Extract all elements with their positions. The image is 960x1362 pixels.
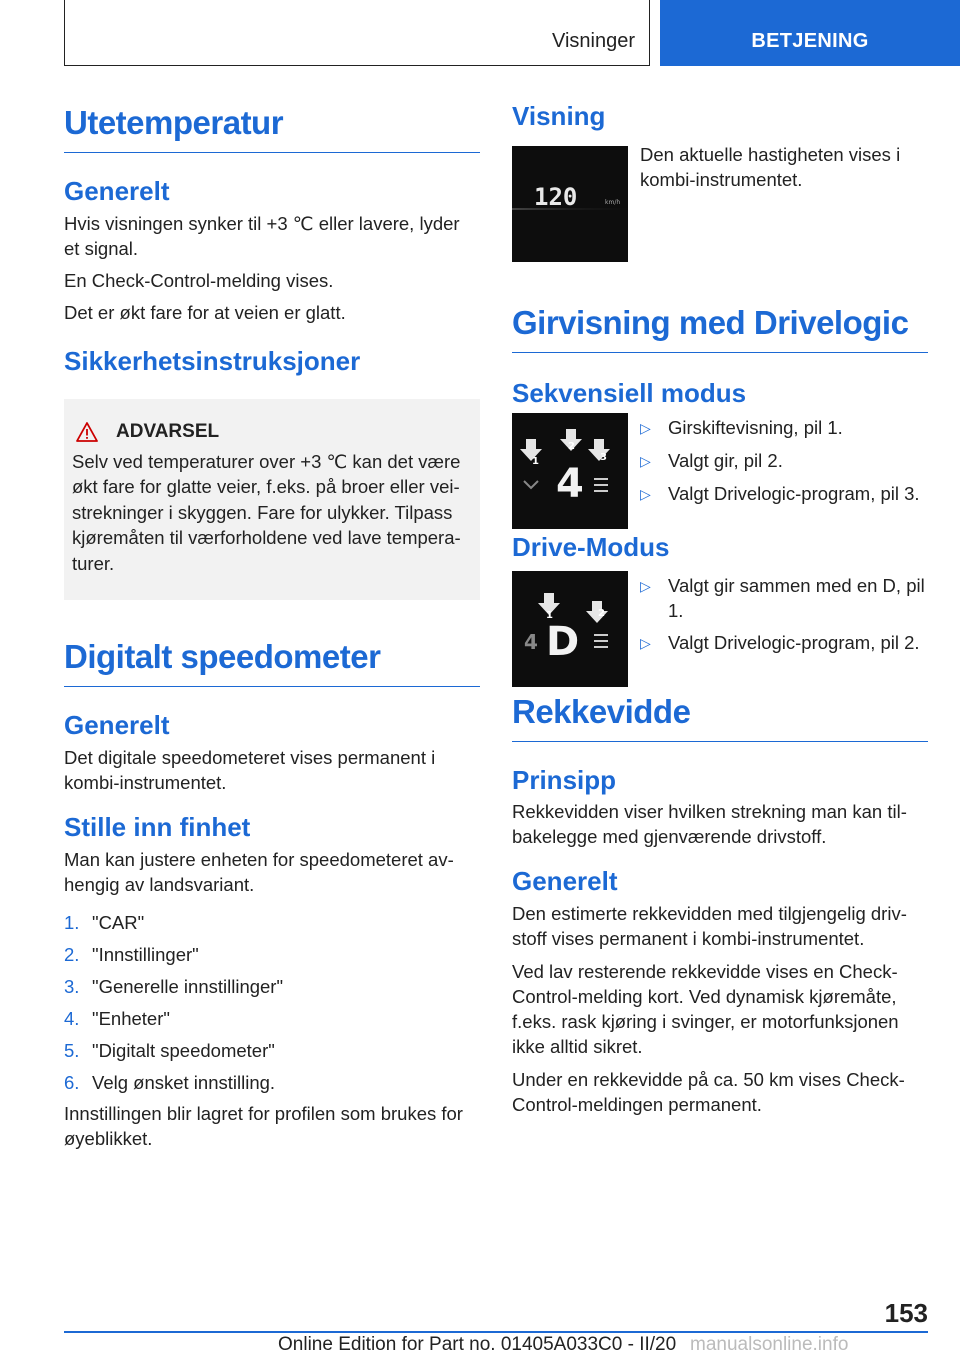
utetemp-generelt-heading: Generelt	[64, 175, 170, 206]
warning-title	[72, 421, 472, 443]
speedo-generelt-heading: Generelt	[64, 710, 170, 741]
visning-text: Den aktuelle hastigheten vises i kombi-instrumentet.	[640, 143, 901, 190]
list-item: 4. "Enheter"	[64, 1007, 170, 1029]
speed-unit: km/h	[605, 198, 621, 206]
triangle-bullet-icon: ▷	[640, 485, 651, 502]
rekkevidde-paragraph-4: Under en rekkevidde på ca. 50 km vises Check-Control-meldingen permanent.	[512, 1069, 905, 1116]
warning-text: Selv ved temperaturer over +3 ℃ kan det være økt fare for glatte veier, f.eks. på broer eller veistrekninger i skyggen. Fare for ulykker. Tilpass kjøremåten til værforholdene ved lave temperaturer.	[72, 450, 461, 574]
list-item: 1. "CAR"	[64, 911, 145, 933]
svg-text:2: 2	[598, 607, 605, 619]
header-section-title: Visninger	[551, 30, 635, 52]
unit-heading: Stille inn finhet	[64, 812, 251, 843]
header-section-box	[64, 0, 650, 66]
list-item: ▷ Valgt Drivelogic-program, pil 3.	[640, 481, 920, 507]
drive-mode-letter: D	[546, 618, 580, 665]
settings-steps-list	[64, 907, 480, 1099]
list-item: ▷ Girskiftevisning, pil 1.	[640, 415, 920, 441]
speedometer-graphic	[512, 146, 628, 262]
warning-triangle-icon	[76, 422, 98, 442]
header-chapter-box	[660, 0, 960, 66]
list-item: ▷ Valgt gir, pil 2.	[640, 448, 920, 474]
safety-heading: Sikkerhetsinstruksjoner	[64, 345, 361, 376]
rekkevidde-paragraph-1: Rekkevidden viser hvilken strekning man kan tilbakelegge med gjenværende drivstoff.	[512, 801, 907, 848]
right-column	[512, 100, 928, 1117]
speedometer-display-image	[512, 146, 628, 262]
sequential-gear-image	[512, 413, 628, 529]
rekkevidde-title: Rekkevidde	[512, 693, 928, 742]
visning-row	[512, 143, 928, 262]
list-item: 2. "Innstillinger"	[64, 943, 199, 965]
drive-gear-image	[512, 571, 628, 687]
speed-value: 120	[534, 182, 578, 211]
footer-edition: Online Edition for Part no. 01405A033C0 - II/20	[278, 1334, 677, 1355]
girvisning-title: Girvisning med Drivelogic	[512, 304, 928, 353]
triangle-bullet-icon: ▷	[640, 419, 651, 436]
header-chapter-title: BETJENING	[751, 30, 869, 52]
drive-row	[512, 571, 928, 687]
list-item: 6. Velg ønsket innstilling.	[64, 1071, 276, 1093]
rekkevidde-paragraph-3: Ved lav resterende rekkevidde vises en Check-Control-melding kort. Ved dynamisk kjøremåte, f.eks. rask kjøring i svinger, er motorfunksjonen ikke alltid sikret.	[512, 961, 899, 1058]
footer-watermark: manualsonline.info	[690, 1334, 849, 1355]
svg-text:1: 1	[532, 455, 539, 467]
list-item: 5. "Digitalt speedometer"	[64, 1039, 275, 1061]
sequential-row	[512, 413, 928, 529]
drive-mode-heading: Drive-Modus	[512, 531, 670, 562]
list-item: ▷ Valgt Drivelogic-program, pil 2.	[640, 630, 928, 656]
rekkevidde-paragraph-2: Den estimerte rekkevidden med tilgjengelig drivstoff vises permanent i kombi-instrumentet.	[512, 903, 907, 950]
sequential-list	[640, 415, 920, 529]
speedo-paragraph-2: Man kan justere enheten for speedometeret avhengig av landsvariant.	[64, 848, 454, 895]
speedo-paragraph-1: Det digitale speedometeret vises permanent i kombi-instrumentet.	[64, 747, 436, 794]
sequential-mode-heading: Sekvensiell modus	[512, 377, 747, 408]
utetemp-paragraph-2: En Check-Control-melding vises.	[64, 269, 334, 291]
drive-list	[640, 573, 928, 687]
triangle-bullet-icon: ▷	[640, 577, 651, 594]
footer-divider	[64, 1331, 928, 1333]
prinsipp-heading: Prinsipp	[512, 764, 617, 795]
page-number: 153	[884, 1298, 928, 1328]
utetemp-paragraph-3: Det er økt fare for at veien er glatt.	[64, 301, 346, 323]
triangle-bullet-icon: ▷	[640, 452, 651, 469]
left-column	[64, 100, 480, 1151]
svg-text:4: 4	[524, 629, 538, 654]
list-item: 3. "Generelle innstillinger"	[64, 975, 284, 997]
visning-heading: Visning	[512, 101, 606, 131]
svg-text:1: 1	[546, 609, 553, 621]
utetemperatur-title: Utetemperatur	[64, 104, 480, 153]
svg-text:2: 2	[568, 440, 575, 452]
warning-box	[64, 399, 480, 601]
triangle-bullet-icon: ▷	[640, 634, 651, 651]
list-item: ▷ Valgt gir sammen med en D, pil 1.	[640, 574, 925, 621]
svg-text:3: 3	[600, 451, 607, 463]
gear-number: 4	[556, 460, 584, 507]
digitalt-speedometer-title: Digitalt speedometer	[64, 638, 480, 687]
rekkevidde-generelt-heading: Generelt	[512, 866, 618, 897]
utetemp-paragraph-1: Hvis visningen synker til +3 ℃ eller lavere, lyder et signal.	[64, 212, 460, 259]
speedo-paragraph-3: Innstillingen blir lagret for profilen som brukes for øyeblikket.	[64, 1102, 463, 1149]
warning-label: ADVARSEL	[116, 420, 220, 442]
